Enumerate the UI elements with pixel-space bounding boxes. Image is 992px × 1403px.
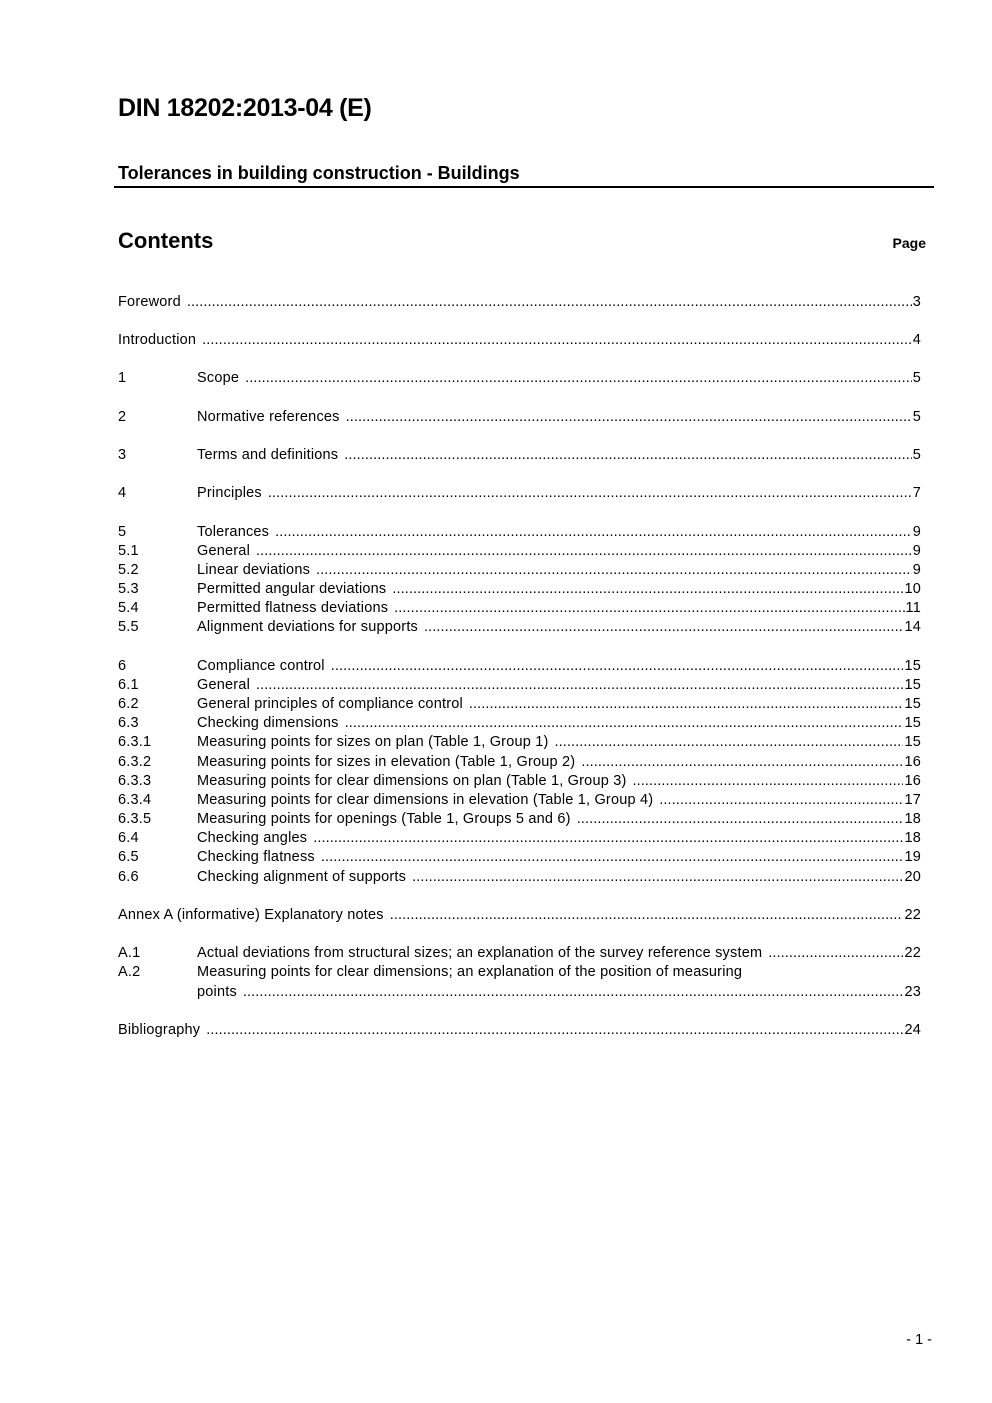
toc-entry-a-1[interactable] [118, 944, 921, 963]
toc-entry-number: 6 [118, 658, 127, 674]
toc-leader [316, 561, 912, 580]
toc-entry-1[interactable] [118, 369, 921, 388]
toc-entry-page: 22 [904, 907, 921, 923]
toc-entry-number: 5.5 [118, 619, 139, 635]
toc-entry-page: 17 [904, 792, 921, 808]
toc-entry-title: Terms and definitions [197, 447, 339, 463]
toc-entry-page: 3 [912, 294, 921, 310]
toc-leader [659, 791, 903, 810]
toc-entry-number: A.1 [118, 945, 141, 961]
toc-leader [581, 753, 903, 772]
toc-leader [394, 599, 904, 618]
toc-entry-number: 5 [118, 524, 127, 540]
toc-entry-number: 5.3 [118, 581, 139, 597]
toc-entry-title: Measuring points for clear dimensions in elevation (Table 1, Group 4) [197, 792, 654, 808]
toc-entry-number: A.2 [118, 964, 141, 980]
toc-entry-title: Principles [197, 485, 262, 501]
toc-entry-page: 20 [904, 869, 921, 885]
toc-entry-number: 6.3 [118, 715, 139, 731]
toc-entry-6-3-3[interactable] [118, 772, 921, 791]
toc-entry-page: 14 [904, 619, 921, 635]
toc-entry-5-2[interactable] [118, 561, 921, 580]
page-column-label: Page [892, 235, 926, 251]
toc-entry-5[interactable] [118, 523, 921, 542]
toc-leader [313, 829, 903, 848]
toc-entry-number: 6.3.5 [118, 811, 152, 827]
toc-entry-title: Measuring points for sizes in elevation (Table 1, Group 2) [197, 754, 576, 770]
toc-entry-6-3-1[interactable] [118, 733, 921, 752]
toc-leader [256, 676, 903, 695]
toc-entry-page: 9 [912, 562, 921, 578]
toc-leader [768, 944, 903, 963]
toc-entry-title: General [197, 543, 250, 559]
toc-entry-number: 6.6 [118, 869, 139, 885]
toc-entry-title: Foreword [118, 294, 181, 310]
toc-entry-page: 24 [904, 1022, 921, 1038]
toc-entry-6-3-4[interactable] [118, 791, 921, 810]
toc-entry-page: 5 [912, 447, 921, 463]
toc-leader [412, 868, 903, 887]
toc-leader [392, 580, 903, 599]
toc-entry-bibliography[interactable] [118, 1021, 921, 1040]
toc-entry-page: 7 [912, 485, 921, 501]
toc-leader [331, 657, 904, 676]
toc-entry-title: Scope [197, 370, 240, 386]
toc-leader [469, 695, 904, 714]
toc-entry-title: Checking dimensions [197, 715, 339, 731]
toc-entry-5-1[interactable] [118, 542, 921, 561]
toc-entry-title: Compliance control [197, 658, 325, 674]
toc-entry-title: Normative references [197, 409, 340, 425]
toc-entry-6-5[interactable] [118, 848, 921, 867]
toc-entry-title: General principles of compliance control [197, 696, 463, 712]
toc-entry-number: 6.3.4 [118, 792, 152, 808]
toc-entry-page: 23 [904, 984, 921, 1000]
toc-entry-number: 5.2 [118, 562, 139, 578]
contents-heading: Contents [118, 228, 214, 253]
toc-leader [321, 848, 904, 867]
toc-entry-title: Permitted flatness deviations [197, 600, 389, 616]
toc-entry-page: 19 [904, 849, 921, 865]
toc-entry-6-1[interactable] [118, 676, 921, 695]
toc-leader [245, 369, 912, 388]
toc-entry-title: points [197, 984, 237, 1000]
toc-leader [243, 983, 904, 1002]
toc-entry-6-6[interactable] [118, 868, 921, 887]
toc-entry-introduction[interactable] [118, 331, 921, 350]
toc-entry-number: 6.3.2 [118, 754, 152, 770]
doc-id: DIN 18202:2013-04 (E) [118, 94, 372, 122]
toc-leader [346, 408, 912, 427]
toc-entry-page: 16 [904, 754, 921, 770]
toc-entry-a-2-continued[interactable] [118, 983, 921, 1002]
toc-leader [202, 331, 912, 350]
toc-entry-number: 4 [118, 485, 127, 501]
toc-entry-title: Measuring points for clear dimensions; an explanation of the position of measuring [197, 964, 743, 980]
toc-entry-page: 15 [904, 734, 921, 750]
toc-entry-title: Annex A (informative) Explanatory notes [118, 907, 384, 923]
title-rule [114, 186, 934, 188]
toc-entry-title: Checking flatness [197, 849, 315, 865]
toc-entry-number: 5.4 [118, 600, 139, 616]
toc-leader [187, 293, 912, 312]
toc-entry-page: 9 [912, 524, 921, 540]
toc-entry-title: Bibliography [118, 1022, 201, 1038]
toc-entry-number: 1 [118, 370, 127, 386]
toc-entry-number: 3 [118, 447, 127, 463]
toc-entry-number: 6.3.1 [118, 734, 152, 750]
toc-entry-page: 11 [905, 600, 921, 616]
toc-leader [577, 810, 904, 829]
toc-leader [390, 906, 904, 925]
toc-entry-5-3[interactable] [118, 580, 921, 599]
toc-entry-page: 10 [904, 581, 921, 597]
toc-entry-title: Measuring points for openings (Table 1, Groups 5 and 6) [197, 811, 571, 827]
toc-entry-title: Introduction [118, 332, 197, 348]
toc-entry-4[interactable] [118, 484, 921, 503]
toc-entry-title: General [197, 677, 250, 693]
toc-entry-number: 6.2 [118, 696, 139, 712]
toc-entry-6-4[interactable] [118, 829, 921, 848]
toc-entry-title: Actual deviations from structural sizes; an explanation of the survey reference system [197, 945, 763, 961]
toc-entry-title: Checking angles [197, 830, 308, 846]
toc-entry-title: Measuring points for clear dimensions on plan (Table 1, Group 3) [197, 773, 627, 789]
toc-entry-page: 18 [904, 811, 921, 827]
toc-entry-title: Alignment deviations for supports [197, 619, 418, 635]
toc-entry-page: 22 [904, 945, 921, 961]
toc-entry-foreword[interactable] [118, 293, 921, 312]
toc-leader [424, 618, 903, 637]
toc-entry-number: 5.1 [118, 543, 139, 559]
toc-entry-3[interactable] [118, 446, 921, 465]
toc-entry-5-5[interactable] [118, 618, 921, 637]
toc-entry-annex-a[interactable] [118, 906, 921, 925]
toc-leader [268, 484, 912, 503]
toc-entry-page: 18 [904, 830, 921, 846]
toc-entry-number: 6.1 [118, 677, 139, 693]
toc-entry-2[interactable] [118, 408, 921, 427]
toc-entry-page: 15 [904, 677, 921, 693]
toc-entry-6-3-2[interactable] [118, 753, 921, 772]
toc-entry-title: Tolerances [197, 524, 270, 540]
toc-leader [344, 446, 912, 465]
toc-leader [206, 1021, 903, 1040]
toc-entry-number: 6.4 [118, 830, 139, 846]
toc-entry-number: 6.5 [118, 849, 139, 865]
toc-entry-page: 16 [904, 773, 921, 789]
toc-entry-title: Checking alignment of supports [197, 869, 407, 885]
toc-leader [555, 733, 904, 752]
toc-entry-page: 5 [912, 370, 921, 386]
doc-title: Tolerances in building construction - Buildings [118, 163, 520, 183]
toc-entry-number: 2 [118, 409, 127, 425]
toc-leader [256, 542, 912, 561]
toc-entry-6-2[interactable] [118, 695, 921, 714]
toc-entry-number: 6.3.3 [118, 773, 152, 789]
toc-entry-6-3-5[interactable] [118, 810, 921, 829]
toc-entry-a-2[interactable] [118, 963, 921, 982]
toc-entry-title: Permitted angular deviations [197, 581, 387, 597]
toc-entry-6-3[interactable] [118, 714, 921, 733]
toc-leader [275, 523, 912, 542]
toc-entry-5-4[interactable] [118, 599, 921, 618]
page-number: - 1 - [906, 1332, 932, 1348]
toc-entry-title: Linear deviations [197, 562, 311, 578]
toc-entry-page: 15 [904, 658, 921, 674]
toc-entry-page: 4 [912, 332, 921, 348]
toc-entry-page: 15 [904, 696, 921, 712]
toc-entry-page: 9 [912, 543, 921, 559]
toc-entry-title: Measuring points for sizes on plan (Table 1, Group 1) [197, 734, 549, 750]
toc-entry-page: 5 [912, 409, 921, 425]
toc-entry-6[interactable] [118, 657, 921, 676]
toc-leader [633, 772, 904, 791]
toc-entry-page: 15 [904, 715, 921, 731]
toc-leader [345, 714, 904, 733]
